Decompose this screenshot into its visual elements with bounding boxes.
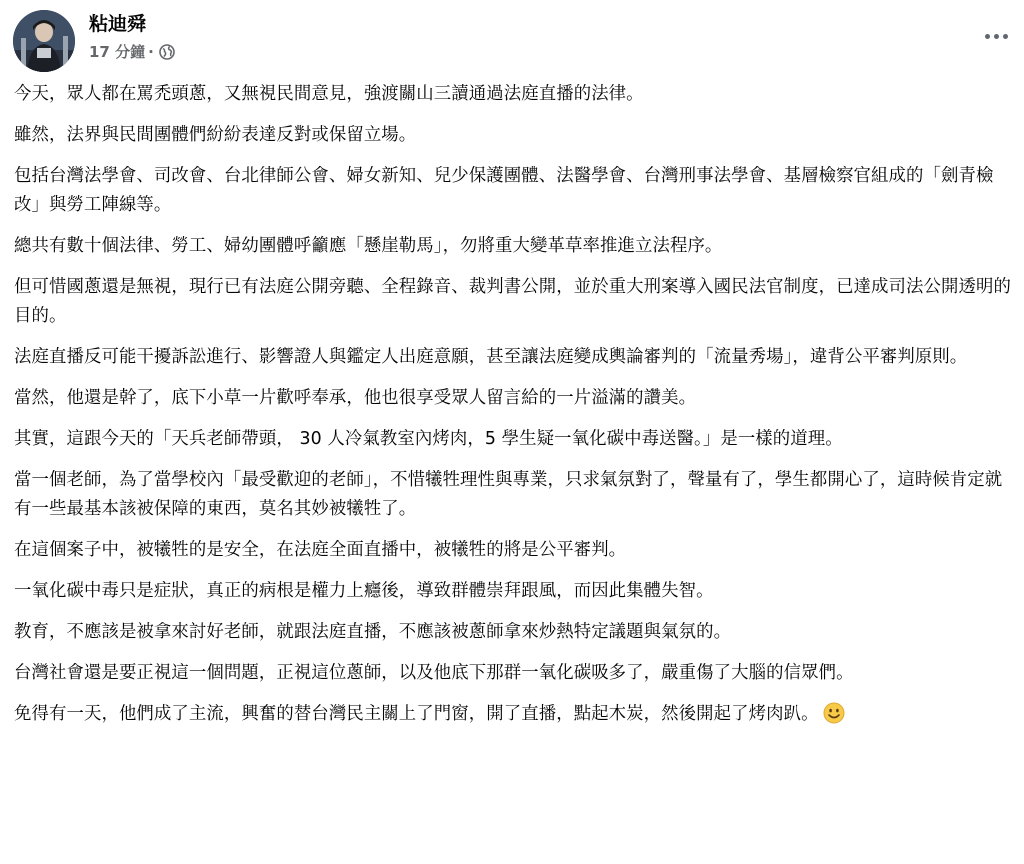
- post-paragraph-last: [14, 700, 1018, 729]
- post-paragraph: 包括台灣法學會、司改會、台北律師公會、婦女新知、兒少保護團體、法醫學會、台灣刑事法學會、基層檢察官組成的「劍青檢改」與勞工陣線等。: [14, 166, 994, 215]
- author-name[interactable]: 粘迪舜: [89, 13, 147, 35]
- post-paragraph-text: 免得有一天，他們成了主流，興奮的替台灣民主關上了門窗，開了直播，點起木炭，然後開起了烤肉趴。: [14, 704, 819, 724]
- post-paragraph: 當一個老師，為了當學校內「最受歡迎的老師」，不惜犧牲理性與專業，只求氣氛對了，聲量有了，學生都開心了，這時候肯定就有一些最基本該被保障的東西，莫名其妙被犧牲了。: [14, 470, 1003, 519]
- more-dot: [1003, 34, 1008, 39]
- post-timestamp[interactable]: 17 分鐘: [89, 43, 146, 61]
- avatar[interactable]: [13, 10, 75, 72]
- more-dots-icon: [985, 34, 990, 39]
- post-meta: [89, 42, 175, 62]
- meta-separator: ·: [148, 43, 154, 61]
- more-options-button[interactable]: [978, 24, 1014, 48]
- post-paragraph: 法庭直播反可能干擾訴訟進行、影響證人與鑑定人出庭意願，甚至讓法庭變成輿論審判的「流量秀場」，違背公平審判原則。: [14, 347, 968, 367]
- post-paragraph: 但可惜國蔥還是無視，現行已有法庭公開旁聽、全程錄音、裁判書公開，並於重大刑案導入國民法官制度，已達成司法公開透明的目的。: [14, 277, 1011, 326]
- avatar-image: [13, 10, 75, 72]
- post-paragraph: 雖然，法界與民間團體們紛紛表達反對或保留立場。: [14, 125, 417, 145]
- post-body: [14, 80, 1018, 741]
- post-paragraph: 台灣社會還是要正視這一個問題，正視這位蔥師，以及他底下那群一氧化碳吸多了，嚴重傷了大腦的信眾們。: [14, 663, 854, 683]
- post-paragraph: 其實，這跟今天的「天兵老師帶頭， 30 人冷氣教室內烤肉，5 學生疑一氧化碳中毒送醫。」是一樣的道理。: [14, 429, 843, 449]
- post-paragraph: 教育，不應該是被拿來討好老師，就跟法庭直播，不應該被蔥師拿來炒熱特定議題與氣氛的。: [14, 622, 732, 642]
- post-paragraph: 在這個案子中，被犧牲的是安全，在法庭全面直播中，被犧牲的將是公平審判。: [14, 540, 627, 560]
- globe-icon[interactable]: [159, 44, 175, 60]
- more-dot: [994, 34, 999, 39]
- smile-emoji-icon: [823, 702, 845, 724]
- post-paragraph: 今天，眾人都在罵禿頭蔥，又無視民間意見，強渡關山三讀通過法庭直播的法律。: [14, 84, 644, 104]
- post-header: [13, 10, 1013, 72]
- post-paragraph: 一氧化碳中毒只是症狀，真正的病根是權力上癮後，導致群體崇拜跟風，而因此集體失智。: [14, 581, 714, 601]
- post-paragraph: 總共有數十個法律、勞工、婦幼團體呼籲應「懸崖勒馬」，勿將重大變革草率推進立法程序。: [14, 236, 723, 256]
- post-paragraph: 當然，他還是幹了，底下小草一片歡呼奉承，他也很享受眾人留言給的一片溢滿的讚美。: [14, 388, 697, 408]
